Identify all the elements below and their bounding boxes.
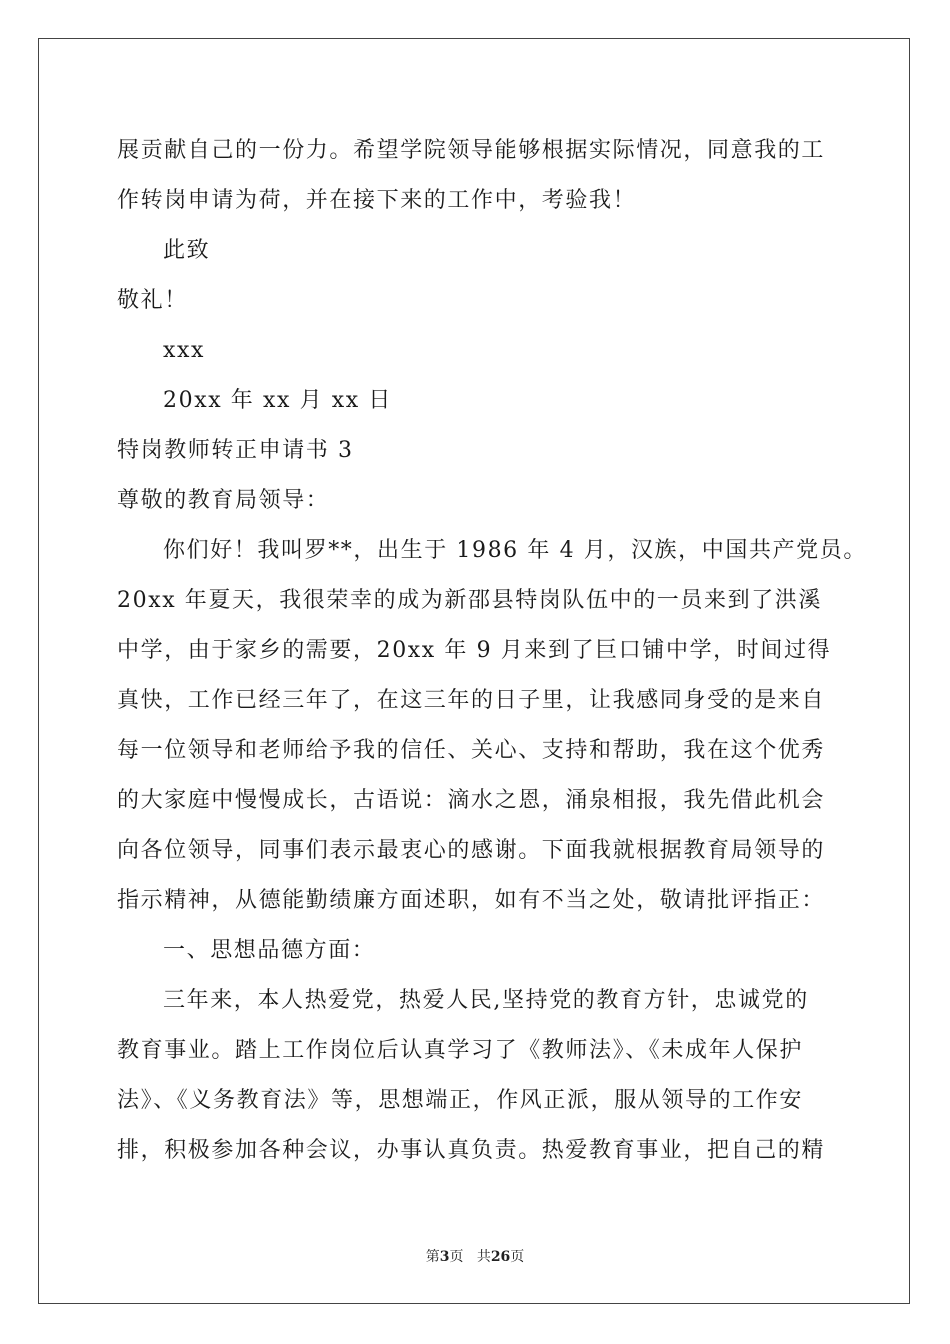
text-line: 每一位领导和老师给予我的信任、关心、支持和帮助，我在这个优秀 xyxy=(117,738,826,763)
text-line: 作转岗申请为荷，并在接下来的工作中，考验我！ xyxy=(117,188,637,213)
signature-name: xxx xyxy=(163,338,206,363)
footer-total-prefix: 共 xyxy=(476,1249,491,1265)
text-line: 的大家庭中慢慢成长，古语说：滴水之恩，涌泉相报，我先借此机会 xyxy=(117,788,826,813)
footer-total-pages: 26 xyxy=(490,1249,511,1265)
footer-page-number: 3 xyxy=(439,1249,450,1265)
text-line: 三年来，本人热爱党，热爱人民,坚持党的教育方针，忠诚党的 xyxy=(163,988,809,1013)
text-line: 中学，由于家乡的需要，20xx 年 9 月来到了巨口铺中学，时间过得 xyxy=(117,638,832,663)
text-line: 真快，工作已经三年了，在这三年的日子里，让我感同身受的是来自 xyxy=(117,688,826,713)
text-line: 指示精神，从德能勤绩廉方面述职，如有不当之处，敬请批评指正： xyxy=(117,888,826,913)
letter-greeting: 尊敬的教育局领导： xyxy=(117,488,330,513)
text-line: 排，积极参加各种会议，办事认真负责。热爱教育事业，把自己的精 xyxy=(117,1138,826,1163)
subsection-heading: 一、思想品德方面： xyxy=(163,938,376,963)
salutation-jingli: 敬礼！ xyxy=(117,288,188,313)
text-line: 法》、《义务教育法》等，思想端正，作风正派，服从领导的工作安 xyxy=(117,1088,804,1113)
page-footer xyxy=(0,1248,950,1266)
footer-total-unit: 页 xyxy=(510,1249,525,1265)
text-line: 向各位领导，同事们表示最衷心的感谢。下面我就根据教育局领导的 xyxy=(117,838,826,863)
text-line: 你们好！我叫罗**，出生于 1986 年 4 月，汉族，中国共产党员。 xyxy=(163,538,867,563)
text-line: 20xx 年夏天，我很荣幸的成为新邵县特岗队伍中的一员来到了洪溪 xyxy=(117,588,823,613)
footer-prefix: 第 xyxy=(425,1249,440,1265)
text-line: 教育事业。踏上工作岗位后认真学习了《教师法》、《未成年人保护 xyxy=(117,1038,804,1063)
signature-date: 20xx 年 xx 月 xx 日 xyxy=(163,388,393,413)
footer-page-unit: 页 xyxy=(449,1249,464,1265)
text-line: 展贡献自己的一份力。希望学院领导能够根据实际情况，同意我的工 xyxy=(117,138,826,163)
salutation-cizhi: 此致 xyxy=(163,238,211,263)
section-title: 特岗教师转正申请书 3 xyxy=(117,438,354,463)
